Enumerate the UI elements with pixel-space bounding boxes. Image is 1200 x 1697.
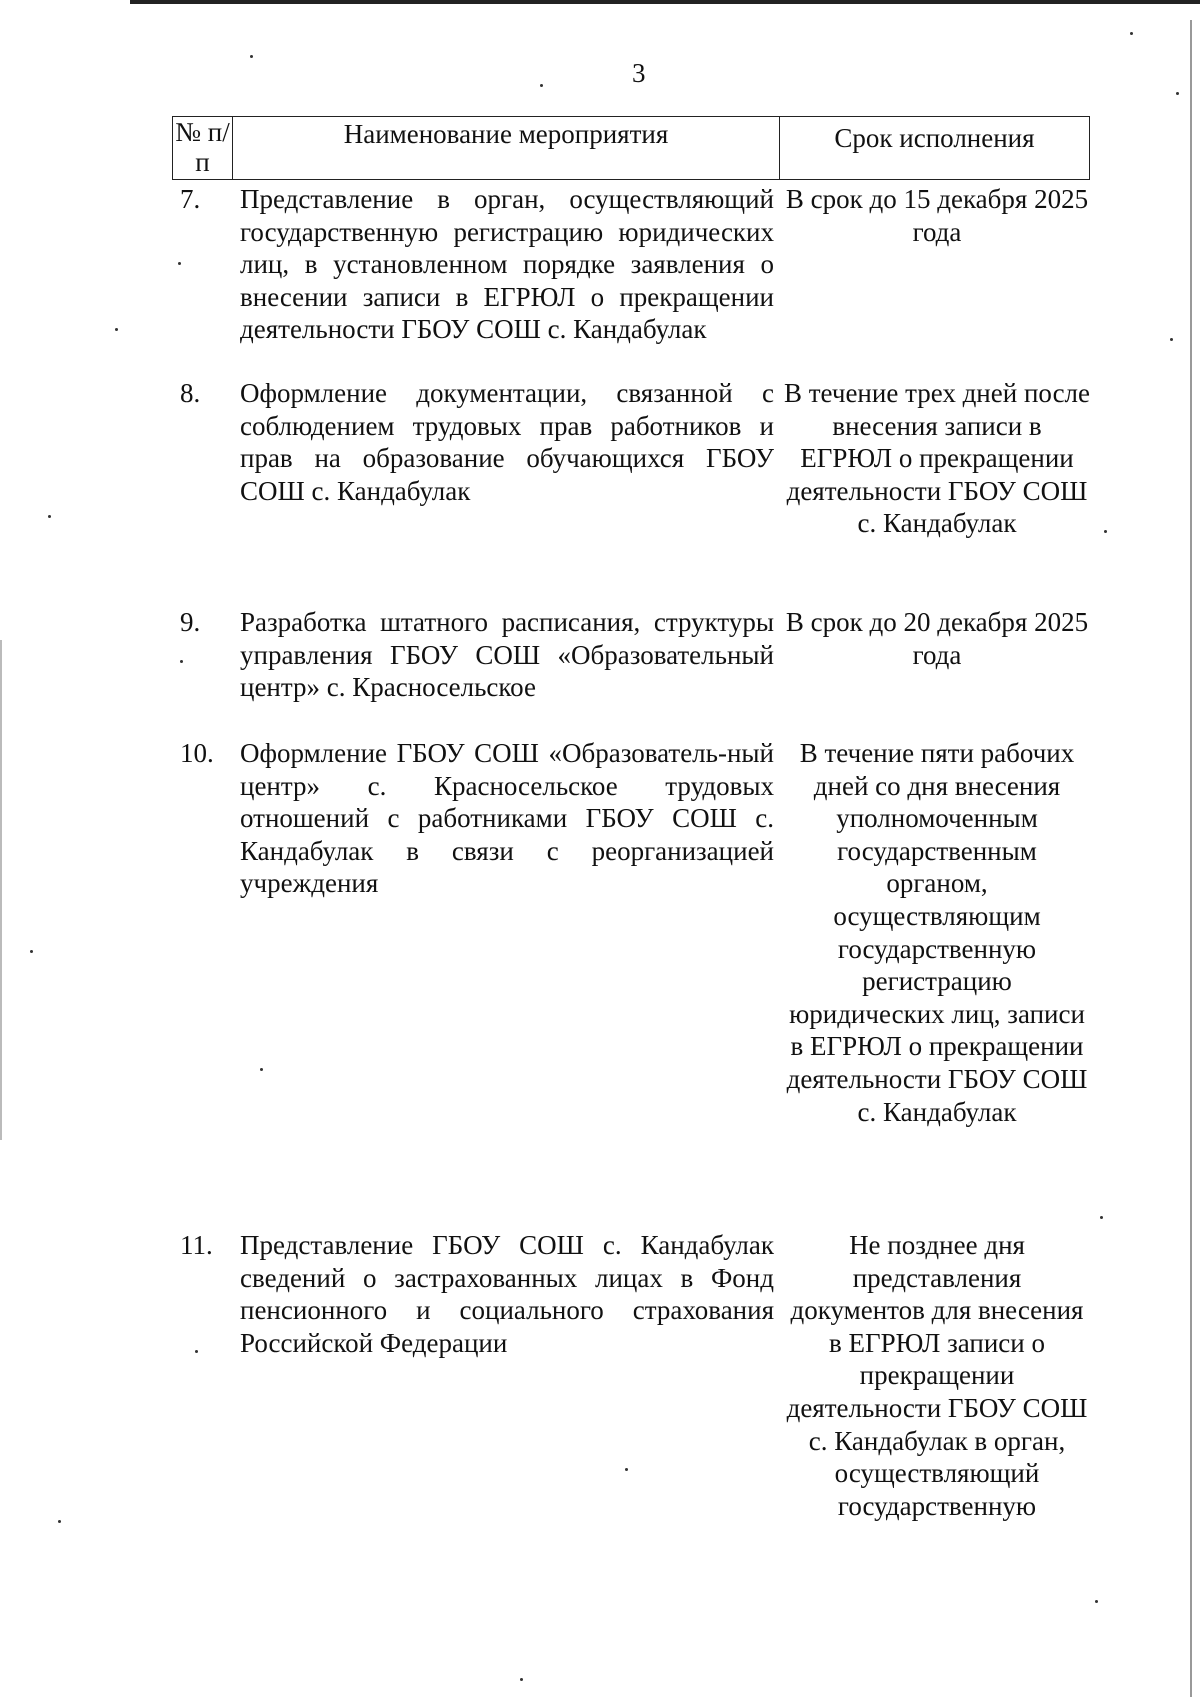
page-number: 3 [632, 58, 646, 88]
row-name: Разработка штатного расписания, структуры управления ГБОУ СОШ «Образовательный центр» с. Красносельское [240, 607, 774, 703]
row-number: 11. [180, 1230, 213, 1260]
scan-speck [115, 328, 118, 331]
row-term: В срок до 20 декабря 2025 года [785, 607, 1089, 670]
scan-speck [1176, 92, 1179, 95]
row-number: 9. [180, 607, 201, 637]
row-number: 7. [180, 184, 201, 214]
row-term: Не позднее дня представления документов для внесения в ЕГРЮЛ записи о прекращении деятельности ГБОУ СОШ с. Кандабулак в орган, осуществляющий государственную [786, 1230, 1088, 1521]
row-term: В срок до 15 декабря 2025 года [785, 184, 1089, 247]
scan-speck [1130, 32, 1133, 35]
scan-speck [58, 1520, 61, 1523]
row-name: Оформление ГБОУ СОШ «Образователь-ный центр» с. Красносельское трудовых отношений с работниками ГБОУ СОШ с. Кандабулак в связи с реорганизацией учреждения [240, 738, 774, 899]
scan-speck [180, 660, 183, 663]
scan-speck [260, 1068, 263, 1071]
row-name: Представление ГБОУ СОШ с. Кандабулак сведений о застрахованных лицах в Фонд пенсионного и социального страхования Российской Федерации [240, 1230, 774, 1358]
scan-speck [1095, 1600, 1098, 1603]
row-name: Представление в орган, осуществляющий государственную регистрацию юридических лиц, в установленном порядке заявления о внесении записи в ЕГРЮЛ о прекращении деятельности ГБОУ СОШ с. Кандабулак [240, 184, 774, 345]
scan-speck [1170, 338, 1173, 341]
row-number: 10. [180, 738, 214, 768]
scan-speck [520, 1678, 523, 1681]
header-number: № п/п [173, 117, 233, 179]
scan-speck [625, 1468, 628, 1471]
scan-speck [178, 262, 181, 265]
header-term: Срок исполнения [834, 123, 1035, 153]
scan-speck [1104, 530, 1107, 533]
scan-top-edge [130, 0, 1200, 4]
row-term: В течение трех дней после внесения записи в ЕГРЮЛ о прекращении деятельности ГБОУ СОШ с. Кандабулак [784, 378, 1091, 539]
scan-speck [250, 55, 253, 58]
row-name: Оформление документации, связанной с соблюдением трудовых прав работников и прав на образование обучающихся ГБОУ СОШ с. Кандабулак [240, 378, 774, 506]
scan-right-edge [1190, 20, 1192, 1697]
row-number: 8. [180, 378, 201, 408]
scan-speck [1100, 1216, 1103, 1219]
scan-left-edge [0, 640, 2, 1140]
scan-speck [195, 1350, 198, 1353]
scan-speck [540, 84, 543, 87]
scan-speck [30, 950, 33, 953]
scan-speck [48, 515, 51, 518]
table-header [172, 116, 1090, 180]
header-name: Наименование мероприятия [233, 117, 780, 179]
row-term: В течение пяти рабочих дней со дня внесения уполномоченным государственным органом, осуществляющим государственную регистрацию юридических лиц, записи в ЕГРЮЛ о прекращении деятельности ГБОУ СОШ с. Кандабулак [786, 738, 1088, 1127]
